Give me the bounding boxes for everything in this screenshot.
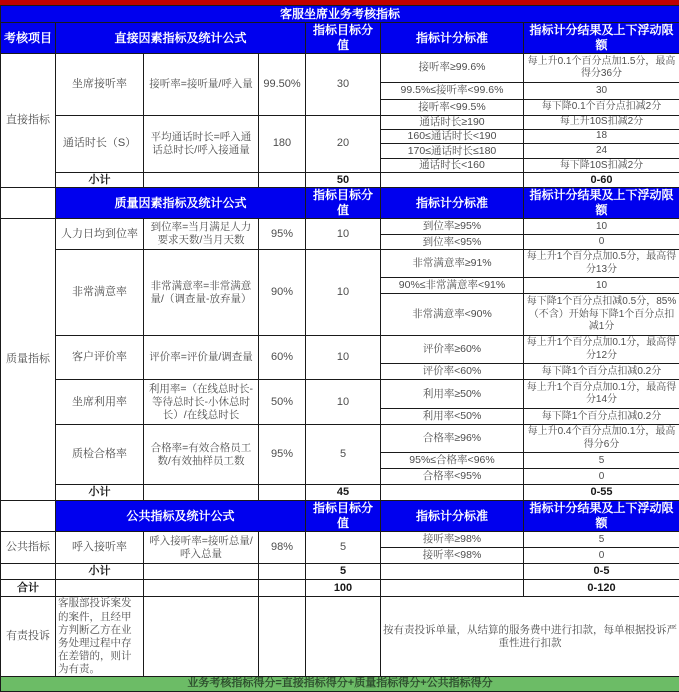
subtotal-score: 45 — [306, 485, 381, 501]
indicator-formula: 平均通话时长=呼入通话总时长/呼入接通量 — [144, 116, 259, 173]
col-header-score-value: 指标目标分值 — [306, 188, 381, 219]
col-header-public-formula: 公共指标及统计公式 — [56, 501, 306, 532]
rule-criteria: 接听率≥98% — [381, 532, 524, 548]
indicator-name: 坐席利用率 — [56, 380, 144, 425]
rule-criteria: 99.5%≤接听率<99.6% — [381, 83, 524, 100]
indicator-target: 95% — [259, 219, 306, 250]
indicator-formula: 呼入接听率=接听总量/呼入总量 — [144, 532, 259, 564]
rule-result: 每上升1个百分点加0.1分，最高得分12分 — [524, 336, 679, 364]
subtotal-range: 0-5 — [524, 564, 679, 580]
indicator-formula: 利用率=（在线总时长-等待总时长-小休总时长）/在线总时长 — [144, 380, 259, 425]
col-header-criteria: 指标计分标准 — [381, 23, 524, 54]
indicator-name: 呼入接听率 — [56, 532, 144, 564]
table-row — [1, 532, 679, 548]
empty-cell — [144, 597, 259, 677]
rule-result: 0 — [524, 469, 679, 485]
rule-criteria: 非常满意率≥91% — [381, 250, 524, 278]
rule-criteria: 评价率≥60% — [381, 336, 524, 364]
empty-cell — [1, 564, 56, 580]
rule-criteria: 接听率<98% — [381, 548, 524, 564]
rule-criteria: 到位率≥95% — [381, 219, 524, 235]
table-row — [1, 336, 679, 364]
table-row — [1, 116, 679, 130]
rule-criteria: 接听率<99.5% — [381, 100, 524, 116]
rule-result: 每上升10S扣减2分 — [524, 116, 679, 130]
rule-result: 每下降1个百分点扣减0.2分 — [524, 409, 679, 425]
empty-cell — [144, 173, 259, 188]
indicator-name: 坐席接听率 — [56, 54, 144, 116]
indicator-score: 10 — [306, 219, 381, 250]
indicator-target: 50% — [259, 380, 306, 425]
complaint-label: 有责投诉 — [1, 597, 56, 677]
subtotal-row-direct — [1, 173, 679, 188]
indicator-score: 10 — [306, 250, 381, 336]
empty-cell — [259, 597, 306, 677]
rule-result: 5 — [524, 532, 679, 548]
rule-result: 每下降1个百分点扣减0.5分，85%（不含）开始每下降1个百分点扣减1分 — [524, 294, 679, 336]
col-header-criteria: 指标计分标准 — [381, 188, 524, 219]
empty-cell — [381, 173, 524, 188]
empty-cell — [144, 564, 259, 580]
page-title: 客服坐席业务考核指标 — [1, 6, 679, 23]
subtotal-label: 小计 — [56, 173, 144, 188]
rule-criteria: 通话时长≥190 — [381, 116, 524, 130]
rule-result: 18 — [524, 130, 679, 144]
rule-result: 每下降0.1个百分点扣减2分 — [524, 100, 679, 116]
empty-cell — [56, 580, 144, 597]
indicator-target: 60% — [259, 336, 306, 380]
rule-result: 每下降1个百分点扣减0.2分 — [524, 364, 679, 380]
col-header-result: 指标计分结果及上下浮动限额 — [524, 23, 679, 54]
rule-criteria: 接听率≥99.6% — [381, 54, 524, 83]
complaint-policy: 按有责投诉单量，从结算的服务费中进行扣款，每单根据投诉严重性进行扣款 — [381, 597, 679, 677]
rule-result: 每上升1个百分点加0.5分，最高得分13分 — [524, 250, 679, 278]
col-header-project: 考核项目 — [1, 23, 56, 54]
rule-criteria: 合格率≥96% — [381, 425, 524, 453]
rule-result: 10 — [524, 219, 679, 235]
empty-cell — [144, 485, 259, 501]
subtotal-range: 0-60 — [524, 173, 679, 188]
col-header-result: 指标计分结果及上下浮动限额 — [524, 501, 679, 532]
col-header-quality-formula: 质量因素指标及统计公式 — [56, 188, 306, 219]
rule-criteria: 合格率<95% — [381, 469, 524, 485]
rule-criteria: 利用率≥50% — [381, 380, 524, 409]
table-row — [1, 425, 679, 453]
subtotal-row-quality — [1, 485, 679, 501]
empty-cell — [259, 485, 306, 501]
indicator-name: 通话时长（S） — [56, 116, 144, 173]
rule-result: 每下降10S扣减2分 — [524, 159, 679, 173]
rule-result: 每上升0.1个百分点加1.5分，最高得分36分 — [524, 54, 679, 83]
col-header-score-value: 指标目标分值 — [306, 501, 381, 532]
header-row-direct — [1, 23, 679, 54]
subtotal-score: 50 — [306, 173, 381, 188]
header-row-quality — [1, 188, 679, 219]
grand-total-row — [1, 580, 679, 597]
assessment-table — [0, 5, 679, 692]
indicator-score: 10 — [306, 380, 381, 425]
indicator-name: 人力日均到位率 — [56, 219, 144, 250]
rule-result: 30 — [524, 83, 679, 100]
category-public: 公共指标 — [1, 532, 56, 564]
rule-criteria: 通话时长<160 — [381, 159, 524, 173]
indicator-name: 客户评价率 — [56, 336, 144, 380]
rule-result: 10 — [524, 278, 679, 294]
table-row — [1, 380, 679, 409]
rule-criteria: 非常满意率<90% — [381, 294, 524, 336]
col-header-direct-formula: 直接因素指标及统计公式 — [56, 23, 306, 54]
indicator-target: 98% — [259, 532, 306, 564]
complaint-row — [1, 597, 679, 677]
subtotal-label: 小计 — [56, 564, 144, 580]
rule-result: 5 — [524, 453, 679, 469]
rule-criteria: 到位率<95% — [381, 235, 524, 250]
empty-cell — [1, 188, 56, 219]
rule-criteria: 160≤通话时长<190 — [381, 130, 524, 144]
rule-criteria: 95%≤合格率<96% — [381, 453, 524, 469]
subtotal-label: 小计 — [56, 485, 144, 501]
empty-cell — [381, 580, 524, 597]
indicator-score: 20 — [306, 116, 381, 173]
indicator-formula: 接听率=接听量/呼入量 — [144, 54, 259, 116]
grand-total-label: 合计 — [1, 580, 56, 597]
rule-criteria: 评价率<60% — [381, 364, 524, 380]
indicator-formula: 评价率=评价量/调查量 — [144, 336, 259, 380]
indicator-score: 5 — [306, 425, 381, 485]
indicator-target: 95% — [259, 425, 306, 485]
col-header-result: 指标计分结果及上下浮动限额 — [524, 188, 679, 219]
table-row — [1, 219, 679, 235]
indicator-target: 90% — [259, 250, 306, 336]
indicator-target: 99.50% — [259, 54, 306, 116]
table-row — [1, 54, 679, 83]
complaint-description: 客服部投诉案发的案件，且经甲方判断乙方在业务处理过程中存在差错的，则计为有责。 — [56, 597, 144, 677]
rule-result: 24 — [524, 144, 679, 159]
footer-row — [1, 677, 679, 692]
grand-total-range: 0-120 — [524, 580, 679, 597]
indicator-name: 非常满意率 — [56, 250, 144, 336]
table-row — [1, 250, 679, 278]
indicator-name: 质检合格率 — [56, 425, 144, 485]
indicator-target: 180 — [259, 116, 306, 173]
subtotal-range: 0-55 — [524, 485, 679, 501]
rule-result: 每上升1个百分点加0.1分，最高得分14分 — [524, 380, 679, 409]
subtotal-score: 5 — [306, 564, 381, 580]
indicator-formula: 合格率=有效合格员工数/有效抽样员工数 — [144, 425, 259, 485]
rule-result: 0 — [524, 235, 679, 250]
rule-result: 每上升0.4个百分点加0.1分，最高得分6分 — [524, 425, 679, 453]
col-header-criteria: 指标计分标准 — [381, 501, 524, 532]
indicator-score: 5 — [306, 532, 381, 564]
empty-cell — [1, 501, 56, 532]
empty-cell — [381, 564, 524, 580]
indicator-score: 10 — [306, 336, 381, 380]
empty-cell — [259, 173, 306, 188]
indicator-score: 30 — [306, 54, 381, 116]
empty-cell — [144, 580, 259, 597]
indicator-formula: 到位率=当月满足人力要求天数/当月天数 — [144, 219, 259, 250]
footer-formula: 业务考核指标得分=直接指标得分+质量指标得分+公共指标得分 — [1, 677, 679, 692]
col-header-score-value: 指标目标分值 — [306, 23, 381, 54]
indicator-formula: 非常满意率=非常满意量/（调查量-放弃量） — [144, 250, 259, 336]
rule-criteria: 利用率<50% — [381, 409, 524, 425]
subtotal-row-public — [1, 564, 679, 580]
rule-criteria: 170≤通话时长≤180 — [381, 144, 524, 159]
header-row-public — [1, 501, 679, 532]
empty-cell — [381, 485, 524, 501]
title-row — [1, 6, 679, 23]
empty-cell — [259, 564, 306, 580]
category-quality: 质量指标 — [1, 219, 56, 501]
empty-cell — [306, 597, 381, 677]
category-direct: 直接指标 — [1, 54, 56, 188]
rule-criteria: 90%≤非常满意率<91% — [381, 278, 524, 294]
empty-cell — [259, 580, 306, 597]
grand-total-score: 100 — [306, 580, 381, 597]
rule-result: 0 — [524, 548, 679, 564]
